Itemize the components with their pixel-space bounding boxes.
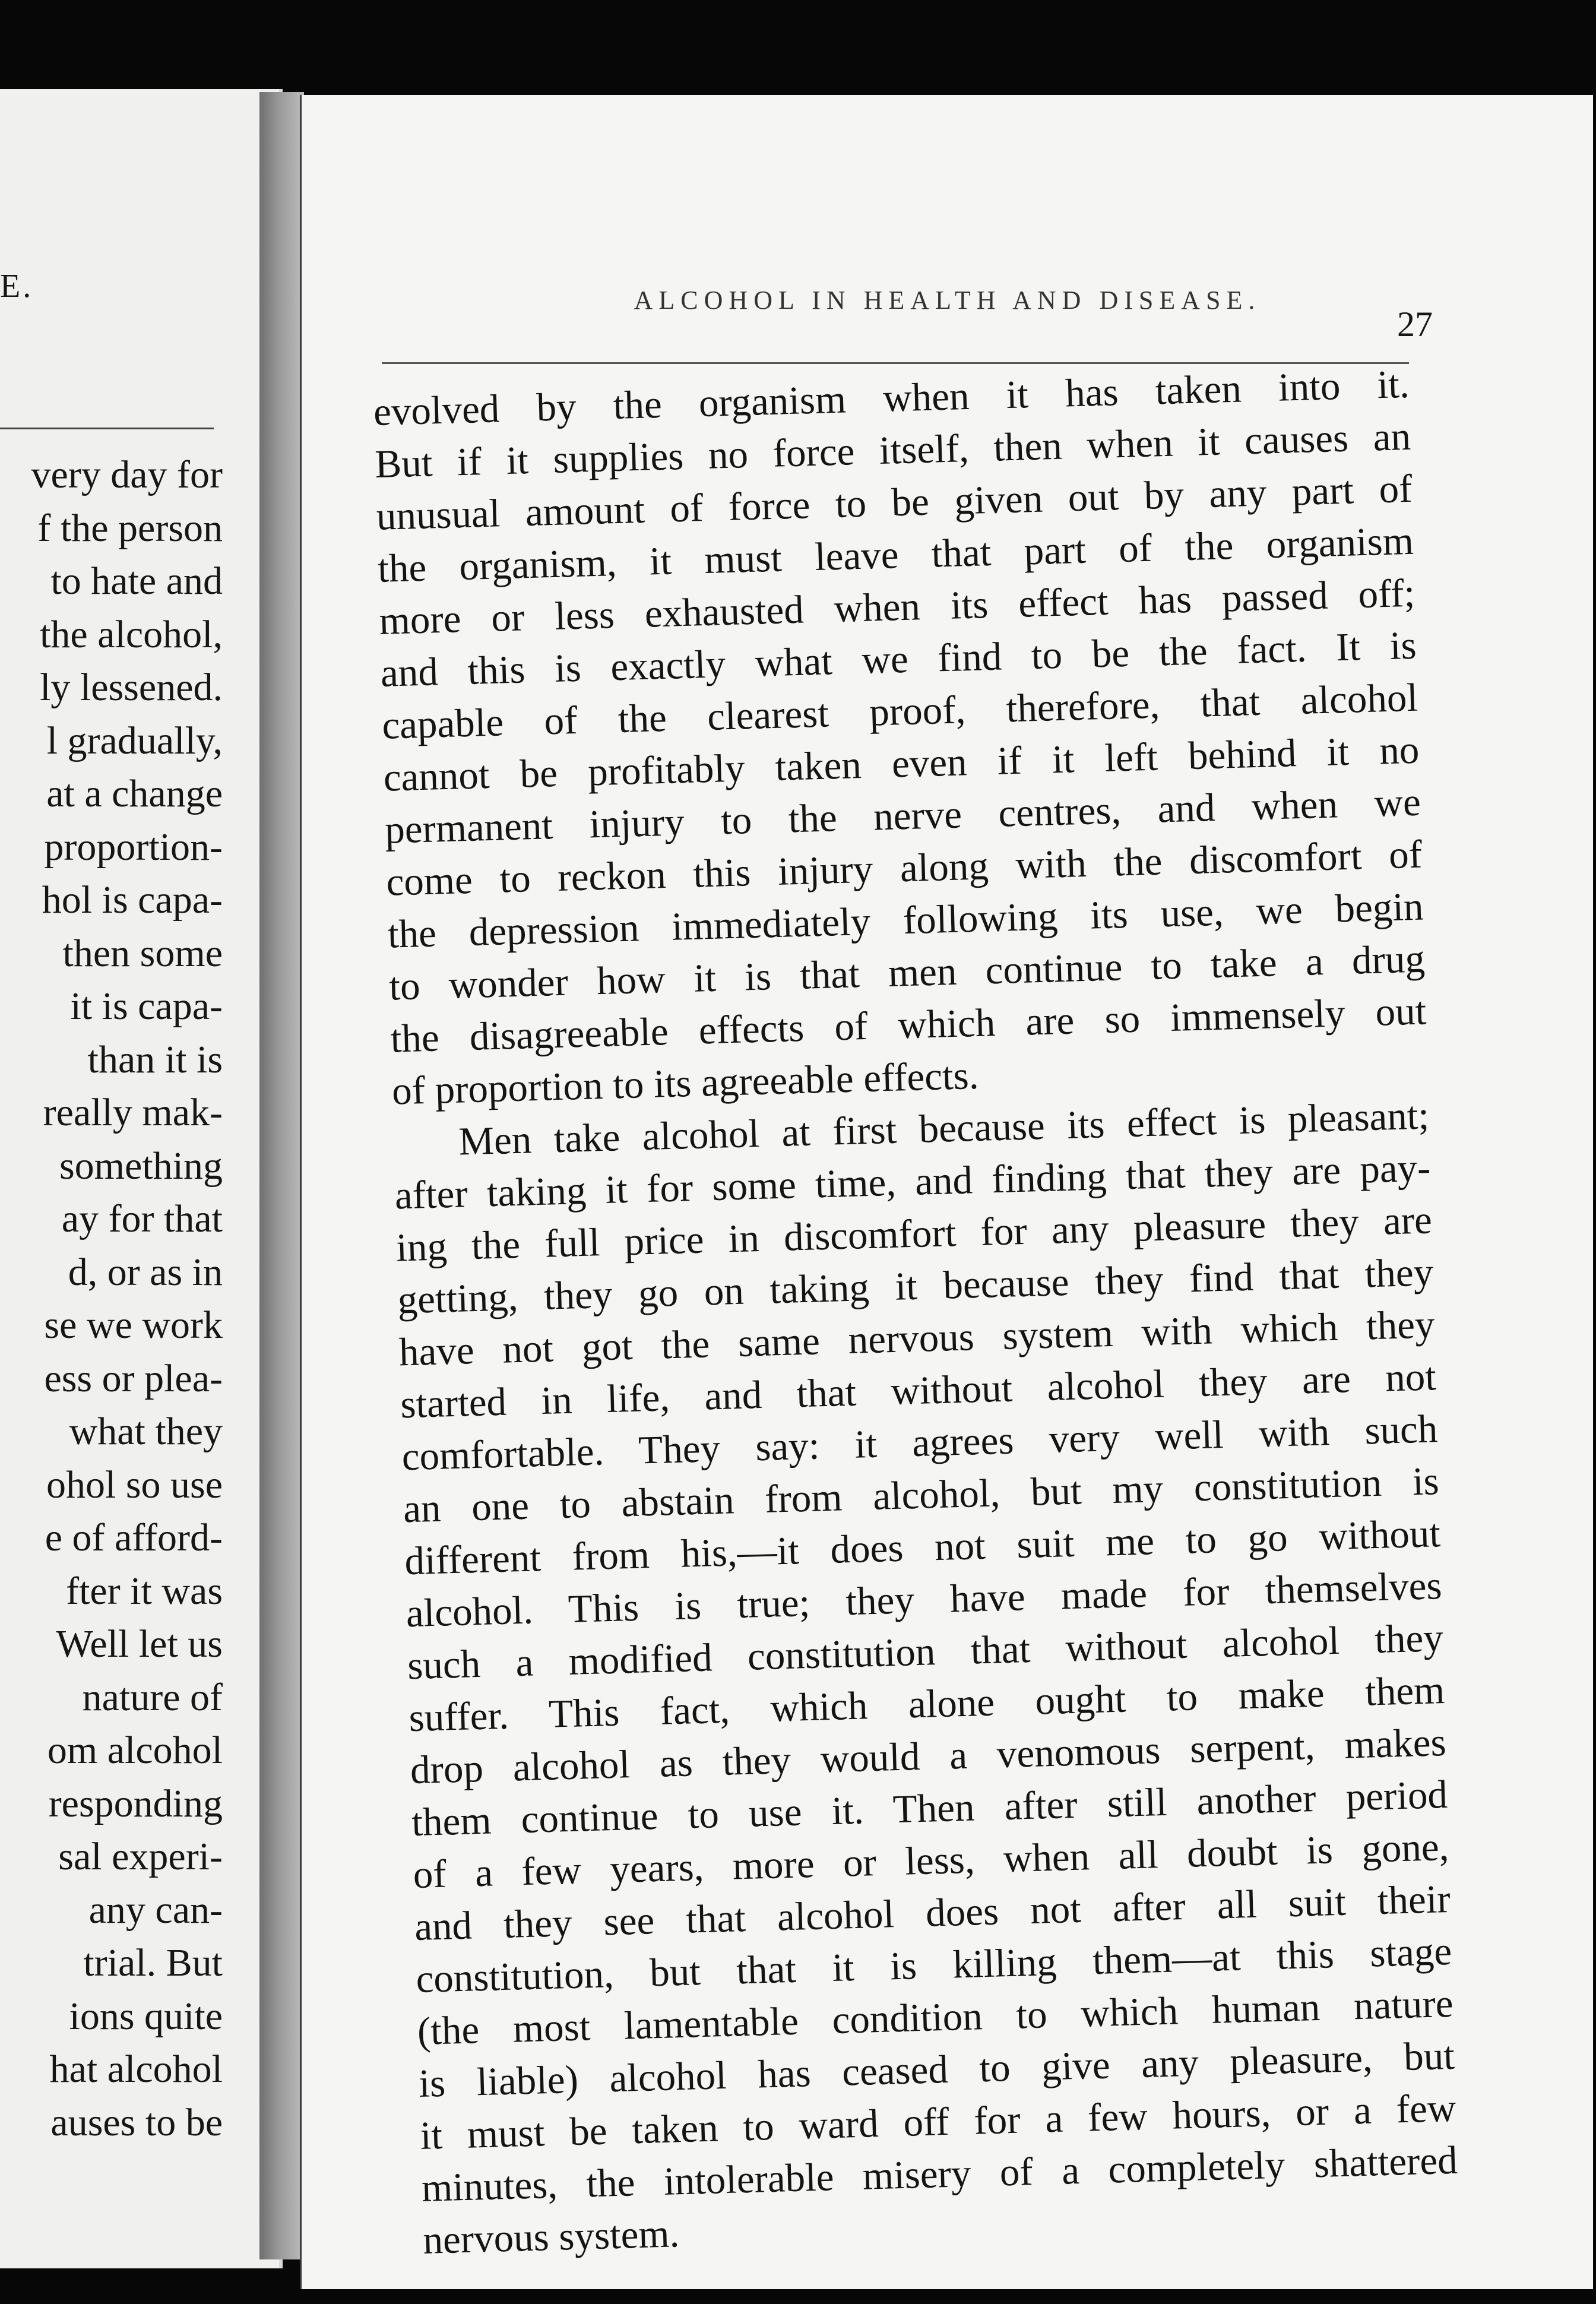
paragraph-2 — [392, 1089, 1459, 2266]
left-page-line: what they — [69, 1410, 223, 1453]
text-line: cannot be profitably taken even if it left behind it no — [382, 727, 1420, 800]
text-line: comfortable. They say: it agrees very well with such — [401, 1407, 1439, 1479]
left-page-line: ay for that — [61, 1197, 223, 1240]
text-line: such a modified constitution that without alcohol they — [407, 1616, 1444, 1688]
left-page-line: fter it was — [66, 1569, 223, 1613]
left-page-line: than it is — [87, 1037, 223, 1081]
text-line: have not got the same nervous system with which they — [398, 1302, 1436, 1375]
text-line: and they see that alcohol does not after all suit their — [414, 1876, 1451, 1949]
text-line: is liable) alcohol has ceased to give any pleasure, but — [418, 2033, 1455, 2106]
left-page-line: ess or plea- — [44, 1356, 223, 1400]
text-line: started in life, and that without alcohol they are not — [400, 1354, 1437, 1427]
text-line: and this is exactly what we find to be the fact. It is — [380, 623, 1417, 695]
text-line: constitution, but that it is killing them—at this stage — [415, 1929, 1452, 2002]
text-line: the organism, it must leave that part of the organism — [377, 518, 1414, 591]
text-line: after taking it for some time, and finding that they are pay- — [394, 1145, 1432, 1218]
left-page-line: f the person — [37, 506, 223, 550]
left-page-line: Well let us — [56, 1622, 223, 1666]
left-page-line: sal experi- — [58, 1835, 223, 1878]
text-line: the depression immediately following its use, we begin — [387, 884, 1424, 957]
left-page-line: ions quite — [69, 1994, 223, 2038]
text-line: ing the full price in discomfort for any pleasure they are — [395, 1198, 1433, 1270]
text-line: an one to abstain from alcohol, but my constitution is — [403, 1459, 1440, 1531]
left-page-line: it is capa- — [70, 985, 223, 1028]
left-page-line: trial. But — [83, 1941, 223, 1985]
left-page-header-fragment: E. — [0, 268, 34, 305]
left-page-line: very day for — [31, 453, 223, 496]
left-page-line: any can- — [88, 1888, 223, 1932]
text-line: Men take alcohol at first because its effect is pleasant; — [458, 1093, 1430, 1164]
left-page-line: ly lessened. — [40, 666, 223, 709]
left-page-line: om alcohol — [47, 1729, 223, 1772]
text-line: come to reckon this injury along with the discomfort of — [385, 832, 1423, 904]
text-line: of proportion to its agreeable effects. — [391, 1053, 980, 1113]
book-gutter — [259, 92, 304, 2259]
left-page-line: hol is capa- — [42, 878, 223, 922]
left-page-text-column — [31, 448, 223, 2149]
text-line: the disagreeable effects of which are so immensely out — [390, 989, 1427, 1061]
left-page-line: se we work — [44, 1303, 223, 1347]
left-page-line: to hate and — [50, 559, 223, 603]
text-line: different from his,—it does not suit me to go without — [404, 1511, 1441, 1584]
left-page-line: nature of — [82, 1675, 223, 1719]
text-line: capable of the clearest proof, therefore, that alcohol — [381, 675, 1418, 748]
running-head: ALCOHOL IN HEALTH AND DISEASE. — [634, 286, 1261, 315]
left-page-line: something — [59, 1144, 223, 1188]
left-page-rule — [0, 428, 214, 429]
text-line: to wonder how it is that men continue to take a drug — [388, 936, 1426, 1009]
left-page-line: hat alcohol — [49, 2047, 223, 2091]
right-page — [300, 95, 1593, 2289]
left-page-line: d, or as in — [68, 1250, 223, 1294]
text-line: (the most lamentable condition to which human nature — [416, 1981, 1454, 2053]
text-line: nervous system. — [422, 2211, 680, 2262]
left-page-line: e of afford- — [45, 1516, 223, 1559]
text-line: more or less exhausted when its effect has passed off; — [378, 571, 1416, 643]
text-line: it must be taken to ward off for a few hours, or a few — [419, 2085, 1457, 2158]
left-page-line: really mak- — [43, 1091, 223, 1134]
page-number: 27 — [1397, 305, 1433, 344]
text-line: suffer. This fact, which alone ought to make them — [408, 1667, 1446, 1740]
text-line: minutes, the intolerable misery of a completely shattered — [421, 2138, 1458, 2210]
left-page-line: l gradually, — [46, 719, 223, 762]
text-line: evolved by the organism when it has taken into it. — [373, 362, 1410, 434]
text-line: getting, they go on taking it because they find that they — [397, 1250, 1434, 1322]
left-page-line: ohol so use — [46, 1463, 223, 1507]
text-line: of a few years, more or less, when all doubt is gone, — [412, 1824, 1450, 1897]
paragraph-1 — [373, 358, 1429, 1118]
text-line: them continue to use it. Then after still another period — [411, 1772, 1448, 1845]
left-page-line: then some — [62, 931, 223, 975]
text-line: unusual amount of force to be given out by any part of — [375, 466, 1413, 539]
text-line: alcohol. This is true; they have made for themselves — [405, 1564, 1443, 1636]
text-line: permanent injury to the nerve centres, and when we — [384, 780, 1421, 852]
left-page-line: at a change — [46, 772, 223, 815]
left-page-line: responding — [48, 1781, 223, 1825]
left-page — [0, 89, 283, 2268]
left-page-line: proportion- — [44, 825, 223, 869]
text-line: drop alcohol as they would a venomous serpent, makes — [410, 1720, 1447, 1793]
left-page-line: auses to be — [50, 2100, 223, 2144]
body-text — [373, 358, 1459, 2267]
left-page-line: the alcohol, — [40, 612, 223, 656]
text-line: But if it supplies no force itself, then when it causes an — [374, 414, 1411, 486]
